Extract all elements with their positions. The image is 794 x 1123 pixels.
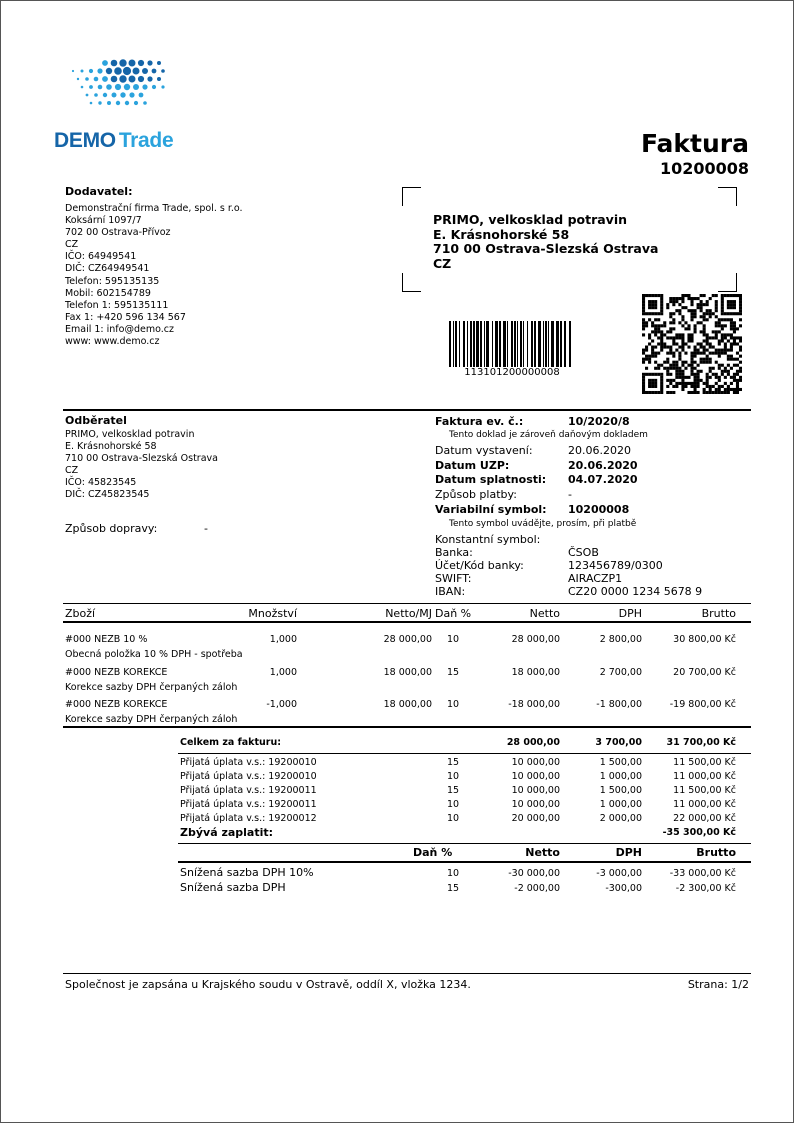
item-vat: 10 [447,634,460,645]
col-header-vat: Daň % [435,607,472,620]
item-net-unit: 18 000,00 [383,667,432,678]
section-divider [63,409,751,411]
col-header-goods: Zboží [65,607,96,620]
payment-gross: 11 000,00 Kč [673,799,736,810]
item-dph: -1 800,00 [596,699,642,710]
payment-label: Přijatá úplata v.s.: 19200012 [180,813,317,824]
item-vat: 15 [447,667,460,678]
payment-vat: 10 [447,799,460,810]
qr-code-icon [642,294,742,394]
info-label: Způsob platby: [435,488,517,501]
item-qty: -1,000 [266,699,297,710]
supplier-line: Koksární 1097/7 [65,215,142,227]
total-dph: 3 700,00 [595,737,642,748]
info-label: Datum UZP: [435,459,510,472]
item-desc: Korekce sazby DPH čerpaných záloh [65,714,238,725]
totals-line [178,753,751,754]
info-value: ČSOB [568,546,599,559]
vat-row-gross: -33 000,00 Kč [669,868,736,879]
supplier-line: Mobil: 602154789 [65,287,151,299]
vat-row-net: -30 000,00 [508,868,560,879]
document-title: Faktura [640,129,749,158]
customer-line: CZ [65,465,79,477]
item-gross: 30 800,00 Kč [673,634,736,645]
item-net: 18 000,00 [511,667,560,678]
payment-net: 10 000,00 [511,757,560,768]
item-gross: 20 700,00 Kč [673,667,736,678]
address-corner-br [718,273,737,292]
col-header-net: Netto [529,607,560,620]
vat-row-gross: -2 300,00 Kč [675,883,736,894]
supplier-line: Telefon: 595135135 [65,275,160,287]
info-label: Banka: [435,546,473,559]
customer-line: DIČ: CZ45823545 [65,489,150,501]
info-label: Datum splatnosti: [435,473,547,486]
payment-dph: 1 500,00 [599,757,642,768]
customer-heading: Odběratel [65,414,127,427]
customer-line: 710 00 Ostrava-Slezská Ostrava [65,453,218,465]
supplier-line: CZ [65,239,79,251]
payment-label: Přijatá úplata v.s.: 19200011 [180,785,317,796]
recipient-line: 710 00 Ostrava-Slezská Ostrava [433,241,659,256]
vat-header-gross: Brutto [696,846,736,859]
vat-summary-top-line [178,843,751,844]
col-header-dph: DPH [618,607,642,620]
vs-note: Tento symbol uvádějte, prosím, při platbě [449,519,637,529]
logo-name-part-b: Trade [118,129,174,152]
vat-row-label: Snížená sazba DPH 10% [180,866,314,879]
info-label: SWIFT: [435,572,472,585]
info-label: Datum vystavení: [435,444,533,457]
payment-gross: 11 500,00 Kč [673,757,736,768]
payment-label: Přijatá úplata v.s.: 19200010 [180,771,317,782]
item-desc: Korekce sazby DPH čerpaných záloh [65,682,238,693]
col-header-qty: Množství [248,607,297,620]
supplier-line: 702 00 Ostrava-Přívoz [65,227,171,239]
item-net-unit: 18 000,00 [383,699,432,710]
customer-line: IČO: 45823545 [65,477,137,489]
payment-net: 10 000,00 [511,785,560,796]
vat-header-dph: DPH [615,846,642,859]
supplier-line: Email 1: info@demo.cz [65,323,174,335]
col-header-gross: Brutto [701,607,736,620]
logo-name-part-a: DEMO [54,129,116,152]
customer-line: E. Krásnohorské 58 [65,441,157,453]
item-code: #000 NEZB KOREKCE [65,667,168,678]
payment-label: Přijatá úplata v.s.: 19200010 [180,757,317,768]
payment-label: Přijatá úplata v.s.: 19200011 [180,799,317,810]
payment-gross: 11 500,00 Kč [673,785,736,796]
payment-net: 10 000,00 [511,799,560,810]
payment-vat: 15 [447,757,460,768]
payment-vat: 15 [447,785,460,796]
supplier-line: DIČ: CZ64949541 [65,263,150,275]
remaining-value: -35 300,00 Kč [662,827,736,838]
item-vat: 10 [447,699,460,710]
vat-row-rate: 10 [447,868,460,879]
items-table-top-line [63,603,751,604]
recipient-line: PRIMO, velkosklad potravin [433,212,628,227]
info-value: 04.07.2020 [568,473,638,486]
item-dph: 2 800,00 [599,634,642,645]
customer-line: PRIMO, velkosklad potravin [65,429,195,440]
payment-dph: 1 000,00 [599,771,642,782]
vat-row-rate: 15 [447,883,460,894]
item-desc: Obecná položka 10 % DPH - spotřeba [65,649,243,660]
item-net-unit: 28 000,00 [383,634,432,645]
tax-note: Tento doklad je zároveň daňovým dokladem [449,430,648,440]
info-value: CZ20 0000 1234 5678 9 [568,585,703,598]
supplier-line: Demonstrační firma Trade, spol. s r.o. [65,203,243,214]
document-number: 10200008 [659,159,749,178]
item-qty: 1,000 [269,634,297,645]
footer-text: Společnost je zapsána u Krajského soudu v Ostravě, oddíl X, vložka 1234. [65,978,471,991]
page-number: Strana: 1/2 [687,978,749,991]
payment-net: 20 000,00 [511,813,560,824]
remaining-label: Zbývá zaplatit: [180,826,274,839]
payment-gross: 11 000,00 Kč [673,771,736,782]
info-value: - [568,488,572,501]
vat-header-net: Netto [525,846,560,859]
item-gross: -19 800,00 Kč [669,699,736,710]
recipient-address [433,213,658,271]
total-net: 28 000,00 [506,737,560,748]
payment-net: 10 000,00 [511,771,560,782]
item-net: -18 000,00 [508,699,560,710]
item-dph: 2 700,00 [599,667,642,678]
supplier-line: www: www.demo.cz [65,336,160,348]
info-value: AIRACZP1 [568,572,623,585]
barcode-icon [449,321,575,367]
info-label: Faktura ev. č.: [435,415,524,428]
vat-row-label: Snížená sazba DPH [180,881,286,894]
payment-dph: 1 500,00 [599,785,642,796]
payment-vat: 10 [447,813,460,824]
item-qty: 1,000 [269,667,297,678]
supplier-details [65,203,243,348]
supplier-heading: Dodavatel: [65,185,133,198]
info-value: 10200008 [568,503,630,516]
address-corner-tr [718,187,737,206]
transport-value: - [204,522,208,535]
supplier-line: IČO: 64949541 [65,251,137,263]
supplier-line: Telefon 1: 595135111 [65,299,169,311]
payment-vat: 10 [447,771,460,782]
item-net: 28 000,00 [511,634,560,645]
payment-gross: 22 000,00 Kč [673,813,736,824]
vat-header-rate: Daň % [413,846,453,859]
total-gross: 31 700,00 Kč [666,737,736,748]
info-label: Konstantní symbol: [435,533,541,546]
items-table-header-line [63,621,751,623]
info-value: 10/2020/8 [568,415,630,428]
info-value: 20.06.2020 [568,459,638,472]
item-code: #000 NEZB KOREKCE [65,699,168,710]
info-label: IBAN: [435,585,466,598]
transport-label: Způsob dopravy: [65,522,158,535]
recipient-line: E. Krásnohorské 58 [433,226,570,242]
info-value: 20.06.2020 [568,444,631,457]
barcode-number: 113101200000008 [464,367,560,378]
info-label: Variabilní symbol: [435,503,547,516]
company-logo [54,129,173,153]
vat-summary-header-line [178,861,751,863]
address-corner-tl [402,187,421,206]
info-value: 123456789/0300 [568,559,663,572]
vat-row-dph: -3 000,00 [596,868,642,879]
total-label: Celkem za fakturu: [180,737,282,748]
footer-line [63,973,751,974]
recipient-line: CZ [433,255,452,271]
vat-row-dph: -300,00 [605,883,642,894]
address-corner-bl [402,273,421,292]
item-code: #000 NEZB 10 % [65,634,148,645]
customer-details [65,429,218,502]
payment-dph: 1 000,00 [599,799,642,810]
logo-dots-icon [63,57,173,113]
vat-row-net: -2 000,00 [514,883,560,894]
info-label: Účet/Kód banky: [435,559,524,572]
supplier-line: Fax 1: +420 596 134 567 [65,311,186,323]
col-header-net-unit: Netto/MJ [385,607,432,620]
payment-dph: 2 000,00 [599,813,642,824]
items-table-bottom-line [63,726,751,728]
